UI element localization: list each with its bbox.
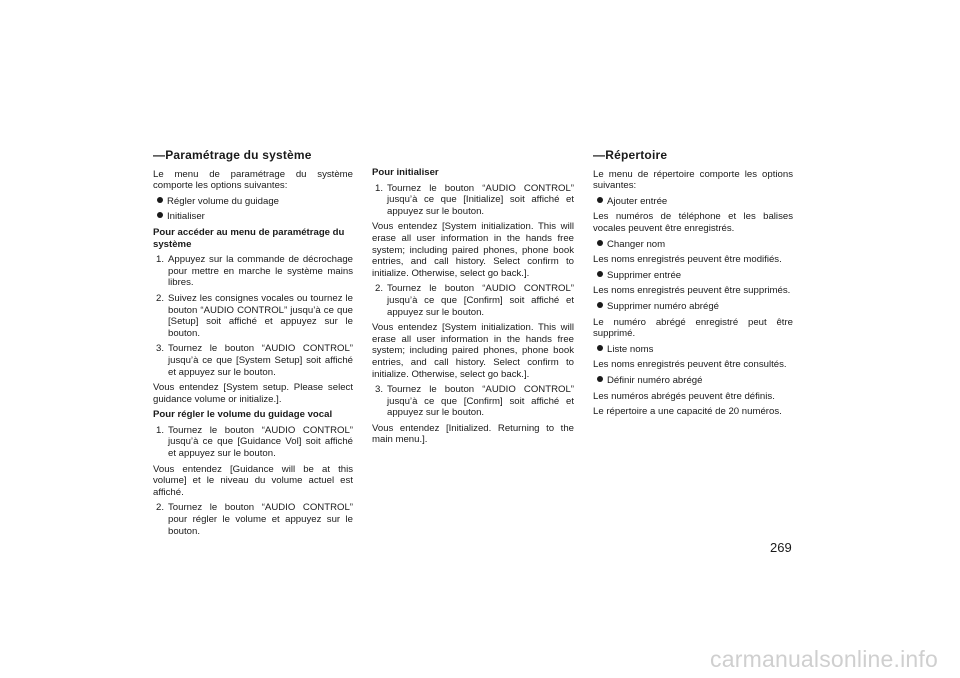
- bullet-text: Définir numéro abrégé: [607, 374, 703, 386]
- paragraph: Le menu de paramétrage du système comporte les options suivantes:: [153, 168, 353, 192]
- paragraph: Vous entendez [System initialization. This will erase all user information in the hands free system; including paired phones, phone book entries, and call history. Select confirm to initialize. Otherwise, select go back.].: [372, 322, 574, 380]
- column-phonebook: [593, 150, 793, 422]
- step-item: [372, 283, 574, 318]
- step-number: 2.: [156, 292, 165, 304]
- watermark: carmanualsonline.info: [710, 646, 938, 672]
- step-number: 2.: [156, 502, 165, 514]
- paragraph: Les noms enregistrés peuvent être consultés.: [593, 359, 787, 371]
- bullet-item: [593, 375, 793, 387]
- step-item: [372, 183, 574, 218]
- step-text: Tournez le bouton “AUDIO CONTROL” pour régler le volume et appuyez sur le bouton.: [168, 502, 353, 537]
- bullet-icon: [597, 197, 603, 203]
- paragraph: Le menu de répertoire comporte les options suivantes:: [593, 168, 793, 192]
- bullet-icon: [157, 197, 163, 203]
- bullet-text: Liste noms: [607, 343, 654, 355]
- paragraph: Les numéros abrégés peuvent être définis.: [593, 390, 775, 402]
- step-item: [153, 254, 353, 289]
- subheading: Pour initialiser: [372, 167, 439, 178]
- step-text: Tournez le bouton “AUDIO CONTROL” jusqu’à ce que [Initialize] soit affiché et appuyez sur le bouton.: [387, 182, 574, 217]
- paragraph: Vous entendez [Guidance will be at this volume] et le niveau du volume actuel est affiché.: [153, 463, 353, 498]
- step-item: [153, 293, 353, 339]
- step-number: 3.: [156, 343, 165, 355]
- bullet-text: Régler volume du guidage: [167, 195, 280, 207]
- bullet-icon: [597, 271, 603, 277]
- step-text: Appuyez sur la commande de décrochage pour mettre en marche le système mains libres.: [168, 254, 353, 289]
- bullet-item: [153, 196, 353, 208]
- bullet-text: Supprimer entrée: [607, 269, 682, 281]
- section-title-phonebook: —Répertoire: [593, 148, 668, 162]
- bullet-item: [593, 301, 793, 313]
- bullet-item: [593, 344, 793, 356]
- step-text: Suivez les consignes vocales ou tournez le bouton “AUDIO CONTROL” jusqu’à ce que [Setup] soit affiché et appuyez sur le bouton.: [168, 292, 353, 339]
- step-number: 1.: [375, 182, 384, 194]
- paragraph: Vous entendez [Initialized. Returning to the main menu.].: [372, 422, 574, 446]
- step-text: Tournez le bouton “AUDIO CONTROL” jusqu’à ce que [Confirm] soit affiché et appuyez sur le bouton.: [387, 283, 574, 318]
- page-number: 269: [770, 540, 792, 555]
- bullet-icon: [597, 302, 603, 308]
- bullet-text: Changer nom: [607, 238, 666, 250]
- bullet-item: [153, 211, 353, 223]
- step-text: Tournez le bouton “AUDIO CONTROL” jusqu’à ce que [Guidance Vol] soit affiché et appuyez sur le bouton.: [168, 424, 353, 460]
- paragraph: Vous entendez [System setup. Please select guidance volume or initialize.].: [153, 382, 353, 405]
- subheading: Pour accéder au menu de paramétrage du système: [153, 226, 345, 250]
- paragraph: Les noms enregistrés peuvent être supprimés.: [593, 285, 791, 297]
- bullet-icon: [597, 345, 603, 351]
- section-title-system-settings: —Paramétrage du système: [153, 148, 312, 162]
- bullet-icon: [597, 376, 603, 382]
- bullet-text: Initialiser: [167, 211, 205, 223]
- paragraph: Les noms enregistrés peuvent être modifiés.: [593, 254, 782, 266]
- paragraph: Le numéro abrégé enregistré peut être supprimé.: [593, 316, 793, 340]
- paragraph: Les numéros de téléphone et les balises vocales peuvent être enregistrés.: [593, 211, 793, 234]
- bullet-item: [593, 270, 793, 282]
- step-number: 3.: [375, 384, 384, 396]
- column-initialize: [372, 167, 574, 450]
- paragraph: Vous entendez [System initialization. This will erase all user information in the hands free system; including paired phones, phone book entries, and call history. Select confirm to initialize. Otherwise, select go back.].: [372, 221, 574, 279]
- bullet-text: Supprimer numéro abrégé: [607, 300, 719, 312]
- step-text: Tournez le bouton “AUDIO CONTROL” jusqu’à ce que [System Setup] soit affiché et appuyez sur le bouton.: [168, 343, 353, 378]
- step-number: 1.: [156, 424, 165, 436]
- bullet-item: [593, 239, 793, 251]
- bullet-icon: [157, 212, 163, 218]
- step-text: Tournez le bouton “AUDIO CONTROL” jusqu’à ce que [Confirm] soit affiché et appuyez sur le bouton.: [387, 384, 574, 419]
- step-number: 1.: [156, 254, 165, 266]
- step-item: [153, 343, 353, 378]
- bullet-icon: [597, 240, 603, 246]
- subheading: Pour régler le volume du guidage vocal: [153, 409, 333, 421]
- bullet-item: [593, 196, 793, 208]
- step-number: 2.: [375, 283, 384, 295]
- step-item: [153, 502, 353, 537]
- step-item: [153, 425, 353, 460]
- bullet-text: Ajouter entrée: [607, 195, 668, 207]
- step-item: [372, 384, 574, 419]
- column-system-settings: [153, 150, 353, 541]
- paragraph: Le répertoire a une capacité de 20 numéros.: [593, 406, 782, 418]
